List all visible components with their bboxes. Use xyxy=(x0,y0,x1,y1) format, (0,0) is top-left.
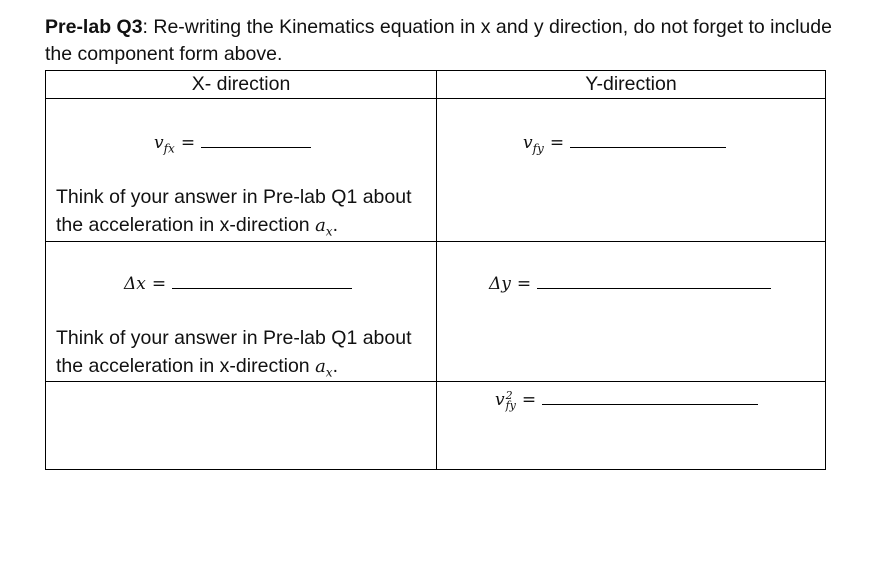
answer-blank[interactable] xyxy=(537,288,771,289)
equation-vfx: $v_{fx}$ = xyxy=(154,133,311,155)
equation-delta-x: Δx = xyxy=(124,274,352,294)
cell-y-velocity-squared xyxy=(437,382,826,470)
table-row xyxy=(46,99,826,242)
question-body: : Re-writing the Kinematics equation in x and y direction, do not forget to include the component form above. xyxy=(45,16,832,65)
header-y-direction: Y-direction xyxy=(437,71,826,99)
cell-y-displacement xyxy=(437,242,826,382)
cell-x-empty xyxy=(46,382,437,470)
table-row xyxy=(46,242,826,382)
question-text xyxy=(45,14,845,68)
equation-vfy-squared: v 2 fy = xyxy=(495,390,758,411)
answer-blank[interactable] xyxy=(542,404,758,405)
hint-note: Think of your answer in Pre-lab Q1 about the acceleration in x-direction $a_x$. xyxy=(56,327,412,380)
answer-blank[interactable] xyxy=(201,147,311,148)
answer-blank[interactable] xyxy=(172,288,352,289)
cell-y-velocity xyxy=(437,99,826,242)
cell-x-displacement xyxy=(46,242,437,382)
kinematics-table xyxy=(45,70,826,470)
equation-vfy: $v_{fy}$ = xyxy=(523,133,726,155)
question-label: Pre-lab Q3 xyxy=(45,16,143,38)
cell-x-velocity xyxy=(46,99,437,242)
header-x-direction: X- direction xyxy=(46,71,437,99)
header-row xyxy=(46,71,826,99)
answer-blank[interactable] xyxy=(570,147,726,148)
hint-note: Think of your answer in Pre-lab Q1 about the acceleration in x-direction $a_x$. xyxy=(56,186,412,239)
table-row xyxy=(46,382,826,470)
equation-delta-y: Δy = xyxy=(489,274,771,294)
